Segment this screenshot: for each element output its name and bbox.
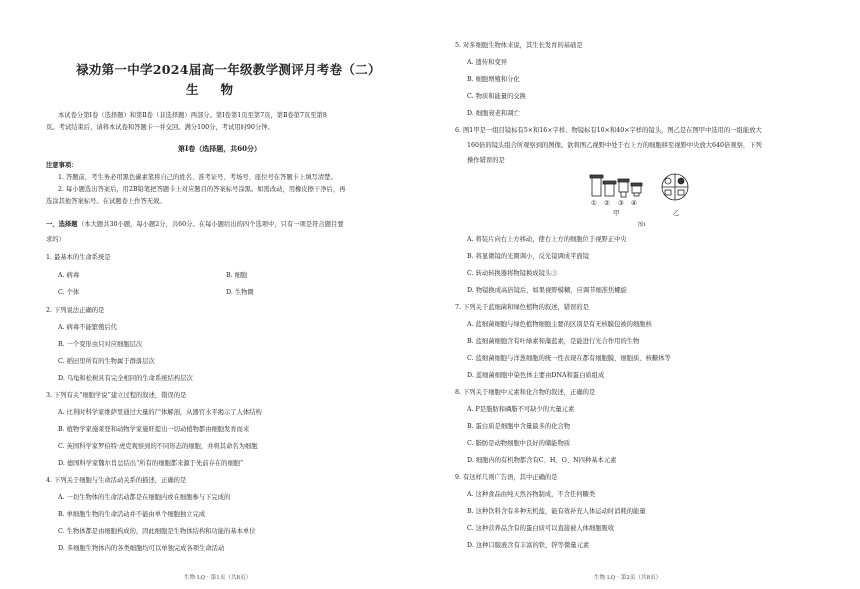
question-4-option-d: D. 多细胞生物体内的各类细胞均可以单独完成各项生命活动 bbox=[58, 545, 225, 552]
lens-1-icon bbox=[592, 176, 601, 196]
right-page bbox=[430, 0, 860, 589]
notice-line-2: 2. 每小题选出答案后，用2B铅笔把答题卡上对应题目的答案标号涂黑。如需改动，用橡皮擦干净后，再 bbox=[58, 186, 346, 193]
exam-subject: 生物 bbox=[186, 82, 256, 97]
question-7-stem: 7. 下列关于蓝细菌和绿色植物的叙述，错误的是 bbox=[455, 304, 589, 311]
question-7-option-c: C. 蓝细菌细胞与洋葱细胞的统一性表现在都有细胞膜、细胞质、核糖体等 bbox=[467, 355, 671, 362]
intro-line-2: 页。考试结束后，请将本试卷和答题卡一并交回。满分100分，考试用时90分钟。 bbox=[46, 124, 274, 131]
question-9-option-a: A. 这种食品由纯天然谷物制成，不含任何糖类 bbox=[467, 491, 596, 498]
question-2-option-b: B. 一个变形虫只对应细胞层次 bbox=[58, 341, 143, 348]
question-4-option-c: C. 生物体都是由细胞构成的，因此细胞是生物体结构和功能的基本单位 bbox=[58, 528, 256, 535]
question-7-option-d: D. 蓝细菌细胞中染色体主要由DNA和蛋白质组成 bbox=[467, 372, 605, 379]
exam-title: 禄劝第一中学2024届高一年级教学测评月考卷（二） bbox=[76, 62, 381, 77]
page-footer-1: 生物 LQ · 第1页（共8页） bbox=[184, 575, 252, 581]
intro-line-1: 本试卷分第Ⅰ卷（选择题）和第Ⅱ卷（非选择题）两部分。第Ⅰ卷第1页至第7页，第Ⅱ卷第7页至第8 bbox=[58, 112, 327, 119]
question-5-option-d: D. 细胞衰老和凋亡 bbox=[467, 110, 520, 117]
question-3-option-b: B. 植物学家施莱登和动物学家施旺提出一切动植物都由细胞发育而来 bbox=[58, 426, 250, 433]
question-3-option-c: C. 英国科学家罗伯特·虎克观察到的不同形态的细胞，并将其命名为细胞 bbox=[58, 443, 258, 450]
lens-label-3: ③ bbox=[618, 200, 624, 207]
question-6-option-a: A. 将装片向右上方移动，使右上方的细胞位于视野正中央 bbox=[467, 236, 627, 243]
question-4-stem: 4. 下列关于细胞与生命活动关系的描述，正确的是 bbox=[46, 477, 187, 484]
page-footer-2: 生物 LQ · 第2页（共8页） bbox=[594, 575, 662, 581]
question-8-option-d: D. 细胞内的有机物都含有C、H、O、N四种基本元素 bbox=[467, 457, 617, 464]
question-6-stem-line-1: 6. 图1甲是一组目镜标有5×和16×字样、物镜标有10×和40×字样的镜头，图乙是在图甲中选用的一组能放大 bbox=[455, 127, 762, 134]
part-text-2: 求的） bbox=[46, 236, 65, 243]
question-3-option-a: A. 比利时科学家维萨里通过大量的尸体解剖，从器官水平揭示了人体结构 bbox=[58, 409, 262, 416]
question-1-stem: 1. 最基本的生命系统是 bbox=[46, 254, 111, 261]
question-3-option-d: D. 德国科学家魏尔肖总结出“所有的细胞都来源于先前存在的细胞” bbox=[58, 460, 244, 467]
question-6-option-b: B. 将显微镜的光圈调小，反光镜调成平面镜 bbox=[467, 253, 589, 260]
question-2-option-d: D. 乌龟和松树具有完全相同的生命系统结构层次 bbox=[58, 375, 193, 382]
question-9-option-b: B. 这种饮料含有多种无机盐，能有效补充人体运动时消耗的能量 bbox=[467, 508, 646, 515]
notice-title: 注意事项： bbox=[46, 162, 78, 169]
figure-label-b: 乙 bbox=[673, 210, 680, 217]
question-9-option-c: C. 这种营养品含有的蛋白质可以直接被人体细胞吸收 bbox=[467, 525, 615, 532]
question-5-option-a: A. 遗传和变异 bbox=[467, 59, 508, 66]
question-8-option-a: A. P是脂肪和磷脂不可缺少的大量元素 bbox=[467, 406, 575, 413]
question-4-option-b: B. 单细胞生物的生命活动并不能由单个细胞独立完成 bbox=[58, 511, 206, 518]
question-9-option-d: D. 这种口服液含有丰富的铁、锌等微量元素 bbox=[467, 542, 590, 549]
part-text: （本大题共30小题，每小题2分，共60分。在每小题给出的四个选项中，只有一项是符合题目要 bbox=[78, 221, 344, 228]
notice-line-1: 1. 答题前，考生务必用黑色碳素笔将自己的姓名、准考证号、考场号、座位号在答题卡上填写清楚。 bbox=[58, 174, 337, 181]
notice-line-3: 选涂其他答案标号。在试题卷上作答无效。 bbox=[46, 198, 166, 205]
question-1-option-a: A. 病毒 bbox=[58, 272, 80, 279]
question-2-option-a: A. 病毒不能繁殖后代 bbox=[58, 324, 117, 331]
question-7-option-b: B. 蓝细菌细胞含有叶绿素和藻蓝素，是能进行光合作用的生物 bbox=[467, 338, 640, 345]
question-6-option-d: D. 物镜换成高倍镜后，如果视野模糊，应调节细准焦螺旋 bbox=[467, 287, 627, 294]
question-2-stem: 2. 下列说法正确的是 bbox=[46, 307, 105, 314]
question-8-stem: 8. 下列关于细胞中元素和化合物的叙述，正确的是 bbox=[455, 389, 596, 396]
question-1-option-b: B. 细胞 bbox=[226, 272, 248, 279]
lens-label-4: ④ bbox=[631, 200, 637, 207]
question-4-option-a: A. 一切生物体的生命活动都是在细胞内或在细胞参与下完成的 bbox=[58, 494, 231, 501]
question-6-stem-line-2: 160倍的镜头组合所观察到的图像。欲将图乙视野中处于右上方的细胞移至视野中央放大640倍观察，下列 bbox=[467, 142, 762, 149]
question-9-stem: 9. 有这样几则广告语，其中正确的是 bbox=[455, 474, 558, 481]
question-1-option-d: D. 生物圈 bbox=[226, 289, 254, 296]
section-title: 第Ⅰ卷（选择题，共60分） bbox=[178, 144, 262, 153]
figure-caption: 图1 bbox=[638, 222, 647, 228]
question-2-option-c: C. 稻田里所有的生物属于群落层次 bbox=[58, 358, 155, 365]
question-8-option-b: B. 蛋白质是细胞中含量最多的化合物 bbox=[467, 423, 571, 430]
lens-label-1: ① bbox=[591, 200, 597, 207]
question-5-option-b: B. 细胞增殖和分化 bbox=[467, 76, 520, 83]
lens-label-2: ② bbox=[604, 200, 610, 207]
question-3-stem: 3. 下列有关“细胞学说”建立过程的叙述，错误的是 bbox=[46, 392, 187, 399]
figure-label-a: 甲 bbox=[613, 210, 620, 217]
question-5-option-c: C. 物质和能量的交换 bbox=[467, 93, 526, 100]
question-1-option-c: C. 个体 bbox=[58, 289, 80, 296]
question-7-option-a: A. 蓝细菌细胞与绿色植物细胞主要的区别是有无核膜包被的细胞核 bbox=[467, 321, 652, 328]
question-6-stem-line-3: 操作错误的是 bbox=[467, 157, 505, 164]
question-6-option-c: C. 转动转换器将物镜换成镜头③ bbox=[467, 270, 558, 277]
question-5-stem: 5. 对多细胞生物体来说，其生长发育的基础是 bbox=[455, 42, 583, 49]
question-8-option-c: C. 脂肪是动物细胞中良好的储能物质 bbox=[467, 440, 571, 447]
part-label: 一、选择题 bbox=[46, 221, 78, 228]
